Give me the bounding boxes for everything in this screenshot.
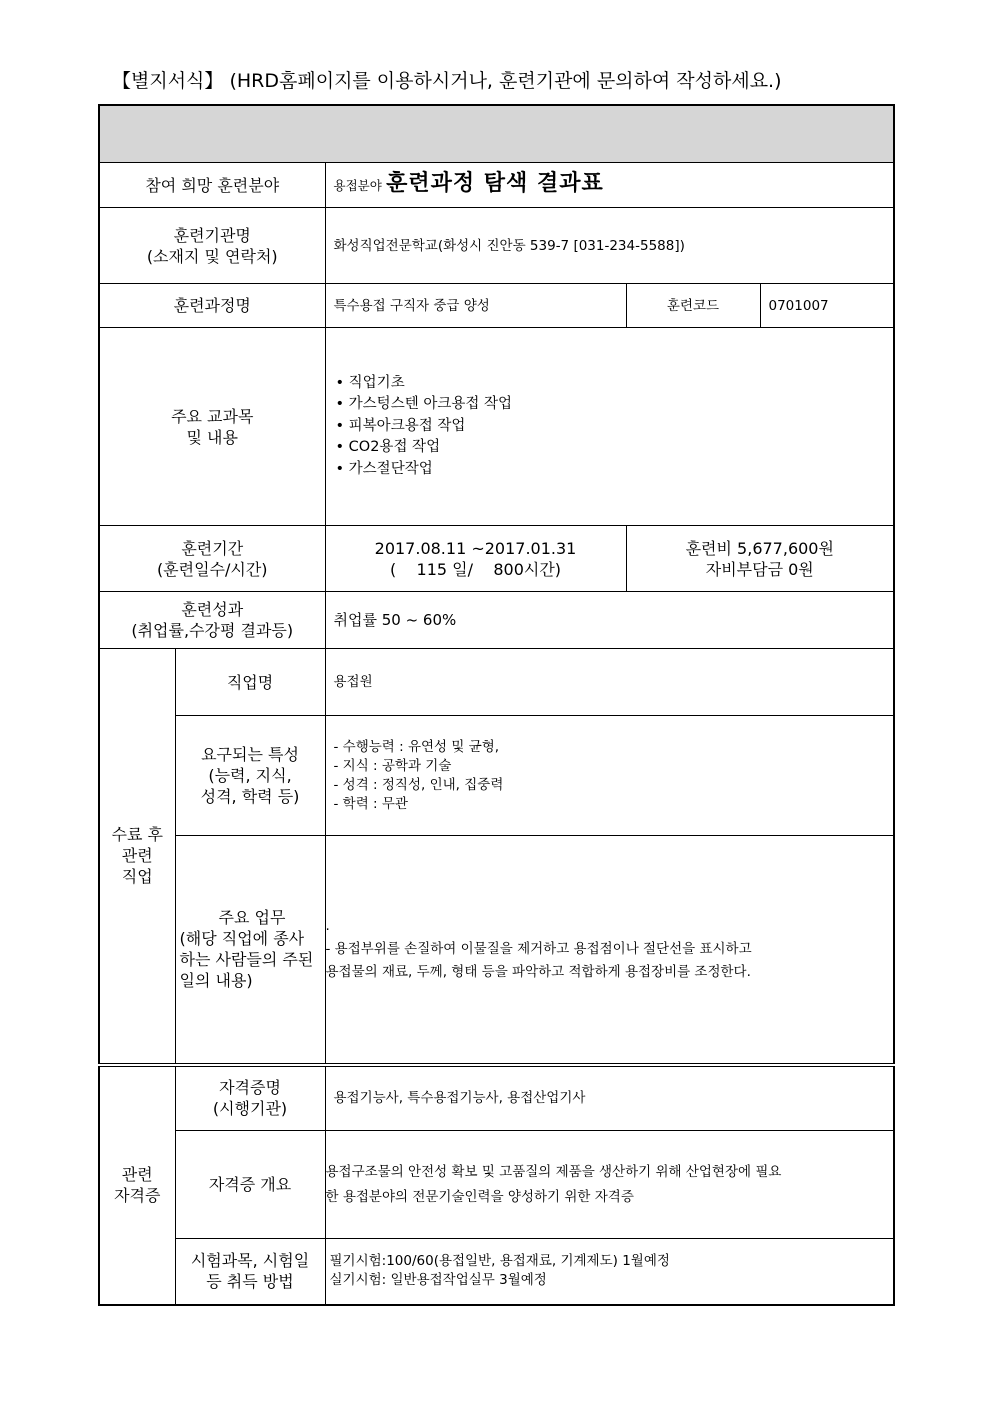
trait-item: - 수행능력 : 유연성 및 균형, bbox=[333, 738, 500, 755]
subject-item: • CO2용접 작업 bbox=[336, 437, 894, 459]
institution-label-1: 훈련기관명 bbox=[173, 225, 251, 245]
subjects-label-2: 및 내용 bbox=[186, 427, 238, 447]
subjects-row bbox=[99, 328, 894, 526]
course-label: 훈련과정명 bbox=[99, 284, 325, 328]
period-row bbox=[99, 526, 894, 592]
period-value bbox=[325, 526, 626, 592]
outcome-value: 취업률 50 ~ 60% bbox=[325, 592, 894, 649]
period-label-2: (훈련일수/시간) bbox=[156, 559, 268, 579]
traits-value bbox=[325, 716, 894, 836]
subjects-label-1: 주요 교과목 bbox=[171, 406, 254, 426]
outcome-label bbox=[99, 592, 325, 649]
course-code-label: 훈련코드 bbox=[626, 284, 760, 328]
outcome-row bbox=[99, 592, 894, 649]
cert-exam-value bbox=[325, 1239, 894, 1305]
cert-name-row bbox=[99, 1065, 894, 1131]
duty-value bbox=[325, 836, 894, 1065]
cert-overview-label: 자격증 개요 bbox=[175, 1131, 325, 1239]
gray-header-cell bbox=[99, 105, 894, 163]
job-name-row bbox=[99, 649, 894, 716]
cert-overview-line-2: 한 용접분야의 전문기술인력을 양성하기 위한 자격증 bbox=[325, 1188, 634, 1205]
job-name-value: 용접원 bbox=[325, 649, 894, 716]
trait-item: - 성격 : 정직성, 인내, 집중력 bbox=[333, 776, 504, 793]
cert-name-label-1: 자격증명 bbox=[219, 1078, 281, 1098]
form-heading-text: (HRD홈페이지를 이용하시거나, 훈련기관에 문의하여 작성하세요.) bbox=[229, 70, 782, 92]
cert-exam-row bbox=[99, 1239, 894, 1305]
outcome-label-2: (취업률,수강평 결과등) bbox=[131, 621, 294, 640]
job-group-label bbox=[99, 649, 175, 1065]
duty-dot: . bbox=[325, 917, 330, 934]
field-label: 참여 희망 훈련분야 bbox=[99, 163, 325, 208]
period-label bbox=[99, 526, 325, 592]
course-row bbox=[99, 284, 894, 328]
institution-label bbox=[99, 208, 325, 284]
subjects-label bbox=[99, 328, 325, 526]
cert-overview-line-1: 용접구조물의 안전성 확보 및 고품질의 제품을 생산하기 위해 산업현장에 필요 bbox=[325, 1163, 782, 1180]
course-value: 특수용접 구직자 중급 양성 bbox=[325, 284, 626, 328]
form-heading bbox=[112, 66, 782, 93]
duty-line-1: - 용접부위를 손질하여 이물질을 제거하고 용접점이나 절단선을 표시하고 bbox=[325, 940, 752, 957]
subjects-list bbox=[326, 373, 894, 481]
field-value bbox=[325, 163, 894, 208]
form-heading-prefix: 【별지서식】 bbox=[112, 70, 224, 92]
subject-item: • 가스절단작업 bbox=[336, 459, 894, 481]
duty-label-1: 주요 업무 bbox=[218, 908, 286, 928]
duty-label bbox=[175, 836, 325, 1065]
fee-value bbox=[626, 526, 894, 592]
traits-label-3: 성격, 학력 등) bbox=[200, 787, 300, 806]
job-group-label-1: 수료 후 bbox=[111, 825, 163, 845]
duty-label-2: (해당 직업에 종사 bbox=[179, 929, 305, 949]
subject-item: • 직업기초 bbox=[336, 373, 894, 395]
cert-overview-row bbox=[99, 1131, 894, 1239]
gray-header-row bbox=[99, 105, 894, 163]
duty-row bbox=[99, 836, 894, 1065]
form-title: 훈련과정 탐색 결과표 bbox=[386, 171, 604, 196]
cert-exam-label-1: 시험과목, 시험일 bbox=[190, 1251, 310, 1271]
subjects-value bbox=[325, 328, 894, 526]
self-pay: 자비부담금 0원 bbox=[705, 559, 814, 579]
field-small: 용접분야 bbox=[333, 178, 382, 193]
cert-exam-label bbox=[175, 1239, 325, 1305]
course-code-value: 0701007 bbox=[760, 284, 894, 328]
institution-value: 화성직업전문학교(화성시 진안동 539-7 [031-234-5588]) bbox=[325, 208, 894, 284]
cert-name-value: 용접기능사, 특수용접기능사, 용접산업기사 bbox=[325, 1065, 894, 1131]
cert-group-label-1: 관련 bbox=[121, 1165, 153, 1184]
cert-exam-line-2: 실기시험: 일반용접작업실무 3월예정 bbox=[329, 1272, 547, 1289]
institution-label-2: (소재지 및 연락처) bbox=[146, 246, 278, 266]
job-group-label-3: 직업 bbox=[121, 867, 153, 887]
cert-overview-value bbox=[325, 1131, 894, 1239]
traits-label-1: 요구되는 특성 bbox=[201, 745, 299, 764]
job-group-label-2: 관련 bbox=[121, 846, 153, 866]
period-dates: 2017.08.11 ~2017.01.31 bbox=[374, 538, 577, 558]
training-fee: 훈련비 5,677,600원 bbox=[685, 538, 834, 558]
cert-exam-line-1: 필기시험:100/60(용접일반, 용접재료, 기계제도) 1월예정 bbox=[329, 1253, 670, 1270]
subject-item: • 피복아크용접 작업 bbox=[336, 416, 894, 438]
trait-item: - 학력 : 무관 bbox=[333, 795, 408, 812]
outcome-label-1: 훈련성과 bbox=[181, 600, 244, 619]
duty-label-3: 하는 사람들의 주된 bbox=[179, 950, 314, 970]
traits-label-2: (능력, 지식, bbox=[208, 766, 292, 785]
institution-row bbox=[99, 208, 894, 284]
cert-name-label bbox=[175, 1065, 325, 1131]
subject-item: • 가스텅스텐 아크용접 작업 bbox=[336, 394, 894, 416]
cert-group-label-2: 자격증 bbox=[114, 1186, 161, 1205]
traits-label bbox=[175, 716, 325, 836]
trait-item: - 지식 : 공학과 기술 bbox=[333, 757, 452, 774]
period-label-1: 훈련기간 bbox=[181, 538, 244, 558]
result-form-table bbox=[98, 104, 895, 1306]
duty-label-4: 일의 내용) bbox=[179, 971, 253, 991]
duty-line-2: 용접물의 재료, 두께, 형태 등을 파악하고 적합하게 용접장비를 조정한다. bbox=[325, 963, 751, 980]
job-name-label: 직업명 bbox=[175, 649, 325, 716]
cert-exam-label-2: 등 취득 방법 bbox=[206, 1272, 294, 1292]
cert-name-label-2: (시행기관) bbox=[212, 1099, 288, 1119]
period-days: ( 115 일/ 800시간) bbox=[389, 559, 562, 579]
field-row bbox=[99, 163, 894, 208]
traits-row bbox=[99, 716, 894, 836]
cert-group-label bbox=[99, 1065, 175, 1305]
